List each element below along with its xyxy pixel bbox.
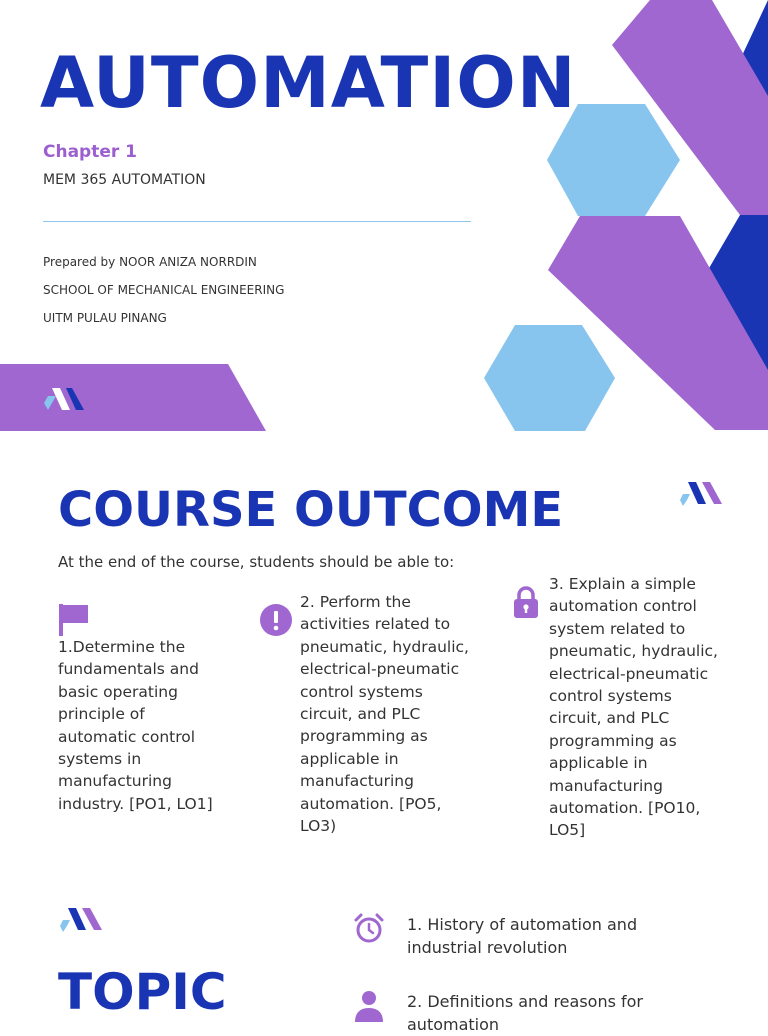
brand-logo-icon: [678, 480, 724, 506]
flag-icon: [58, 603, 90, 637]
topic-item-2: 2. Definitions and reasons for automation: [407, 992, 643, 1034]
school-name: SCHOOL OF MECHANICAL ENGINEERING: [43, 283, 285, 297]
outcome-1: 1.Determine the fundamentals and basic operating principle of automatic control systems in manufacturing industry. [PO1, LO1]: [58, 638, 213, 813]
course-outcome-intro: At the end of the course, students should be able to:: [58, 553, 455, 571]
purple-banner: [0, 364, 266, 431]
brand-logo-icon: [58, 906, 104, 932]
course-outcome-title: COURSE OUTCOME: [58, 482, 564, 538]
topic-item-1: 1. History of automation and industrial revolution: [407, 915, 638, 957]
outcome-3: 3. Explain a simple automation control system related to pneumatic, hydraulic, electrical-pneumatic control systems circuit, and PLC programming as applicable in manufacturing automation. [PO10, LO5]: [549, 575, 718, 840]
chapter-label: Chapter 1: [43, 142, 138, 162]
alarm-clock-icon: [353, 912, 385, 944]
course-code: MEM 365 AUTOMATION: [43, 172, 206, 188]
topic-title: TOPIC: [58, 963, 227, 1021]
cover-title: AUTOMATION: [40, 42, 577, 124]
university-name: UITM PULAU PINANG: [43, 311, 167, 325]
outcome-2: 2. Perform the activities related to pneumatic, hydraulic, electrical-pneumatic control systems circuit, and PLC programming as applicable in manufacturing automation. [PO5, LO3): [300, 593, 469, 836]
divider: [43, 221, 471, 222]
lightblue-hex-bottom: [484, 325, 615, 431]
lock-icon: [509, 585, 543, 619]
brand-logo-icon: [42, 386, 88, 412]
prepared-by: Prepared by NOOR ANIZA NORRDIN: [43, 255, 257, 269]
person-icon: [353, 990, 385, 1024]
exclamation-circle-icon: [259, 603, 293, 637]
